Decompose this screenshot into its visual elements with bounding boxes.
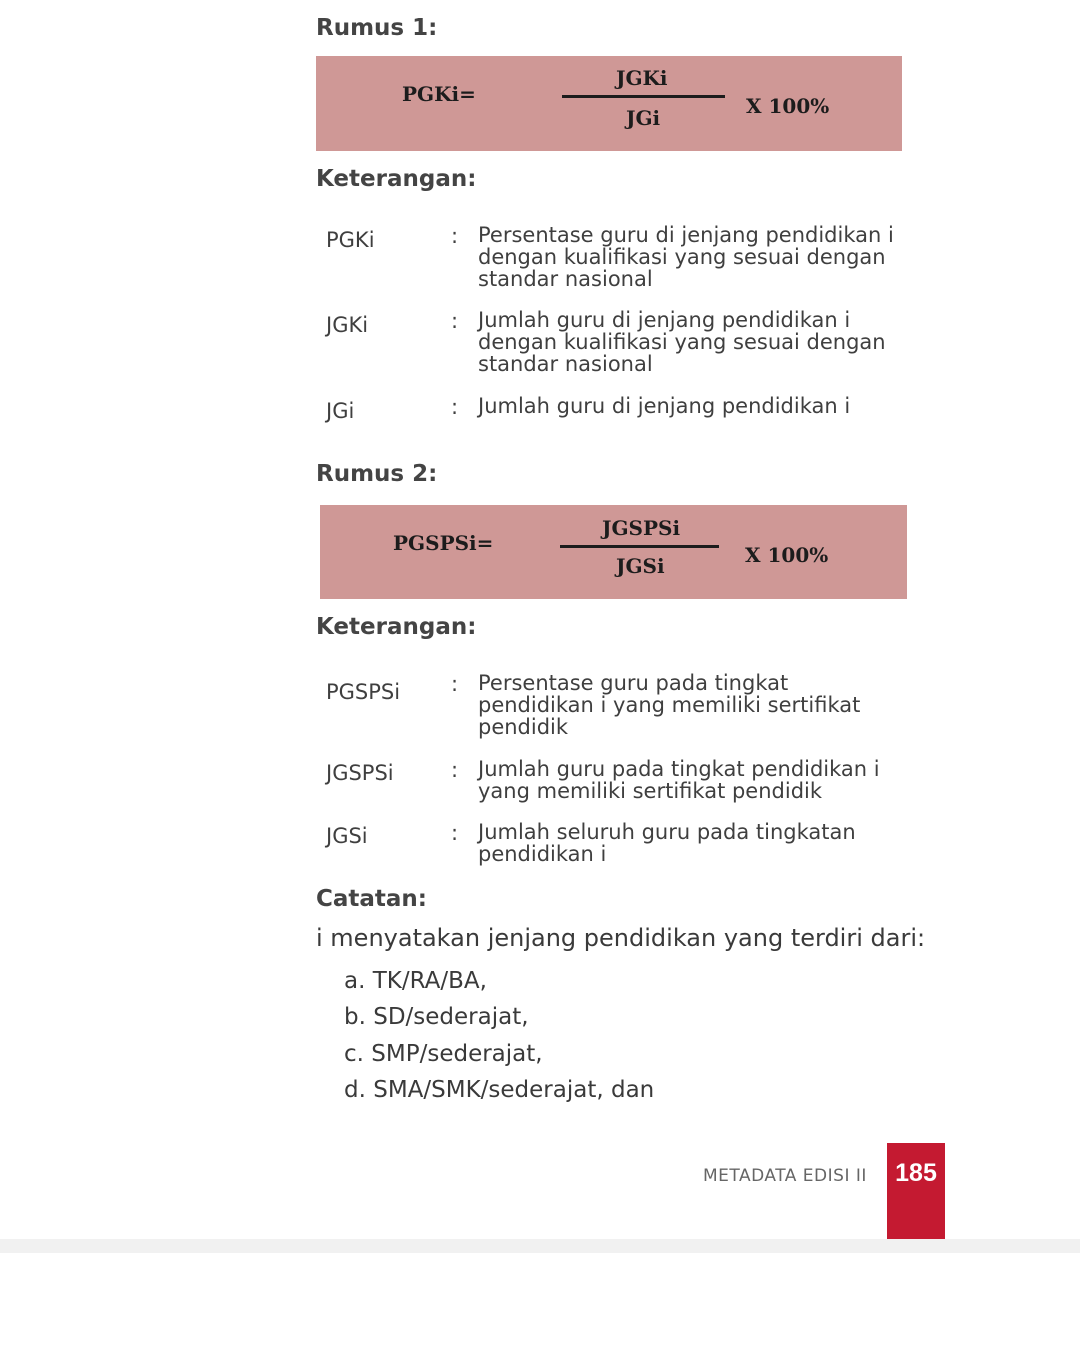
formula2-box	[320, 505, 907, 599]
legend2-colon: :	[451, 758, 459, 782]
formula2-numerator: JGSPSi	[602, 516, 681, 540]
page-number: 185	[895, 1159, 937, 1187]
description-line: Jumlah guru di jenjang pendidikan i	[478, 394, 851, 418]
formula2-fraction-bar	[560, 545, 719, 548]
legend1-heading: Keterangan:	[316, 166, 477, 192]
legend1-description	[478, 224, 948, 290]
legend2-heading: Keterangan:	[316, 614, 477, 640]
description-line: Persentase guru di jenjang pendidikan i	[478, 223, 894, 247]
legend2-term: PGSPSi	[326, 680, 401, 704]
legend2-colon: :	[451, 821, 459, 845]
formula2-denominator: JGSi	[616, 554, 665, 578]
legend2-colon: :	[451, 672, 459, 696]
formula1-fraction-bar	[562, 95, 725, 98]
formula1-heading: Rumus 1:	[316, 15, 438, 41]
formula1-denominator: JGi	[626, 106, 661, 130]
note-list-item: d. SMA/SMK/sederajat, dan	[344, 1077, 655, 1103]
note-list-item: c. SMP/sederajat,	[344, 1041, 543, 1067]
description-line: standar nasional	[478, 267, 653, 291]
description-line: Jumlah seluruh guru pada tingkatan	[478, 820, 856, 844]
description-line: pendidikan i yang memiliki sertifikat	[478, 693, 861, 717]
formula1-box	[316, 56, 902, 151]
legend2-description	[478, 758, 948, 802]
legend2-term: JGSPSi	[326, 761, 394, 785]
note-list-item: b. SD/sederajat,	[344, 1004, 529, 1030]
formula1-lhs: PGKi=	[402, 82, 476, 106]
legend1-colon: :	[451, 309, 459, 333]
legend1-description	[478, 395, 948, 417]
page-number-tab	[887, 1143, 945, 1239]
description-line: yang memiliki sertifikat pendidik	[478, 779, 823, 803]
note-list-item: a. TK/RA/BA,	[344, 968, 487, 994]
description-line: standar nasional	[478, 352, 653, 376]
legend2-term: JGSi	[326, 824, 368, 848]
note-intro: i menyatakan jenjang pendidikan yang terdiri dari:	[316, 924, 926, 952]
description-line: Persentase guru pada tingkat	[478, 671, 789, 695]
legend1-description	[478, 309, 948, 375]
formula2-lhs: PGSPSi=	[393, 531, 494, 555]
legend1-term: JGKi	[326, 313, 369, 337]
legend1-colon: :	[451, 395, 459, 419]
legend2-description	[478, 821, 948, 865]
note-heading: Catatan:	[316, 886, 428, 912]
description-line: Jumlah guru di jenjang pendidikan i	[478, 308, 851, 332]
page-bottom-edge	[0, 1239, 1080, 1253]
description-line: pendidikan i	[478, 842, 607, 866]
legend2-description	[478, 672, 948, 738]
formula2-multiplier: X 100%	[745, 543, 829, 567]
formula1-numerator: JGKi	[616, 66, 668, 90]
description-line: dengan kualifikasi yang sesuai dengan	[478, 330, 886, 354]
legend1-term: PGKi	[326, 228, 375, 252]
formula1-multiplier: X 100%	[746, 94, 830, 118]
description-line: Jumlah guru pada tingkat pendidikan i	[478, 757, 880, 781]
description-line: dengan kualifikasi yang sesuai dengan	[478, 245, 886, 269]
description-line: pendidik	[478, 715, 569, 739]
formula2-heading: Rumus 2:	[316, 461, 438, 487]
legend1-term: JGi	[326, 399, 355, 423]
footer-label: METADATA EDISI II	[703, 1166, 867, 1186]
legend1-colon: :	[451, 224, 459, 248]
